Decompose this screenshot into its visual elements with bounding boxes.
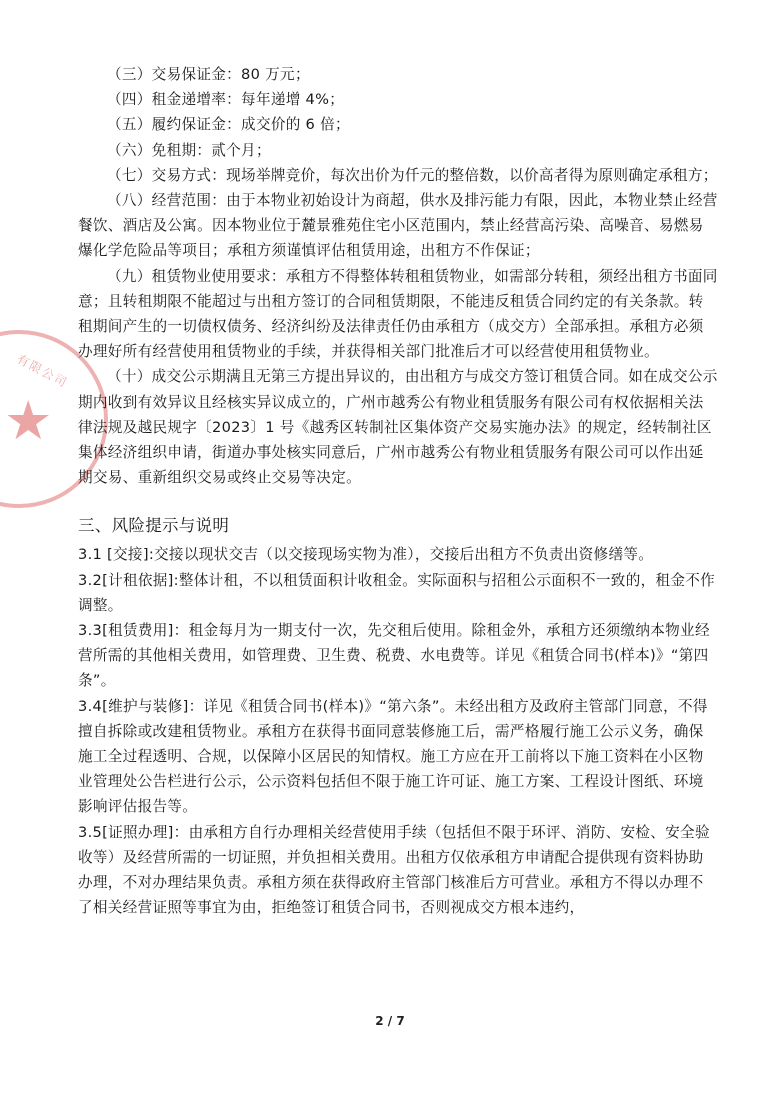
item-7: （七）交易方式：现场举牌竞价，每次出价为仟元的整倍数，以价高者得为原则确定承租方； [107, 166, 718, 184]
clause-3-2: 3.2[计租依据]:整体计租，不以租赁面积计收租金。实际面积与招租公示面积不一致的，租金不作调整。 [78, 571, 716, 614]
clause-3-3: 3.3[租赁费用]：租金每月为一期支付一次，先交租后使用。除租金外，承租方还须缴纳本物业经营所需的其他相关费用，如管理费、卫生费、税费、水电费等。详见《租赁合同书(样本)》“第四条”。 [78, 622, 710, 690]
item-3: （三）交易保证金：80 万元； [107, 66, 310, 83]
document-body [78, 62, 718, 921]
page-number: 2 / 7 [375, 1014, 405, 1028]
item-4: （四）租金递增率：每年递增 4%； [107, 91, 345, 109]
item-9: （九）租赁物业使用要求：承租方不得整体转租租赁物业，如需部分转租，须经出租方书面同意；且转租期限不能超过与出租方签订的合同租赁期限，不能违反租赁合同约定的有关条款。转租期间产生的一切债权债务、经济纠纷及法律责任仍由承租方（成交方）全部承担。承租方必须办理好所有经营使用租赁物业的手续，并获得相关部门批准后才可以经营使用租赁物业。 [78, 267, 718, 361]
star-icon: ★ [4, 389, 53, 452]
clause-3-1: 3.1 [交接]:交接以现状交吉（以交接现场实物为准），交接后出租方不负责出资修缮等。 [78, 546, 654, 564]
item-8: （八）经营范围：由于本物业初始设计为商超，供水及排污能力有限，因此，本物业禁止经营餐饮、酒店及公寓。因本物业位于麓景雅苑住宅小区范围内，禁止经营高污染、高噪音、易燃易爆化学危险品等项目；承租方须谨慎评估租赁用途，出租方不作保证； [78, 192, 718, 260]
item-5: （五）履约保证金：成交价的 6 倍； [107, 116, 350, 134]
clause-3-4: 3.4[维护与装修]：详见《租赁合同书(样本)》“第六条”。未经出租方及政府主管部门同意，不得擅自拆除或改建租赁物业。承租方在获得书面同意装修施工后，需严格履行施工公示义务，确保施工全过程透明、合规，以保障小区居民的知情权。施工方应在开工前将以下施工资料在小区物业管理处公告栏进行公示，公示资料包括但不限于施工许可证、施工方案、工程设计图纸、环境影响评估报告等。 [78, 697, 708, 816]
seal-text: 有限公司 [14, 351, 71, 391]
item-10: （十）成交公示期满且无第三方提出异议的，由出租方与成交方签订租赁合同。如在成交公示期内收到有效异议且经核实异议成立的，广州市越秀公有物业租赁服务有限公司有权依据相关法律法规及越民规字〔2023〕1 号《越秀区转制社区集体资产交易实施办法》的规定，经转制社区集体经济组织申请，街道办事处核实同意后，广州市越秀公有物业租赁服务有限公司可以作出延期交易、重新组织交易或终止交易等决定。 [78, 368, 718, 487]
section-title: 三、风险提示与说明 [78, 516, 230, 536]
clause-3-5: 3.5[证照办理]：由承租方自行办理相关经营使用手续（包括但不限于环评、消防、安检、安全验收等）及经营所需的一切证照，并负担相关费用。出租方仅依承租方申请配合提供现有资料协助办理，不对办理结果负责。承租方须在获得政府主管部门核准后方可营业。承租方不得以办理不了相关经营证照等事宜为由，拒绝签订租赁合同书，否则视成交方根本违约， [78, 823, 710, 917]
item-6: （六）免租期：贰个月； [107, 141, 271, 159]
